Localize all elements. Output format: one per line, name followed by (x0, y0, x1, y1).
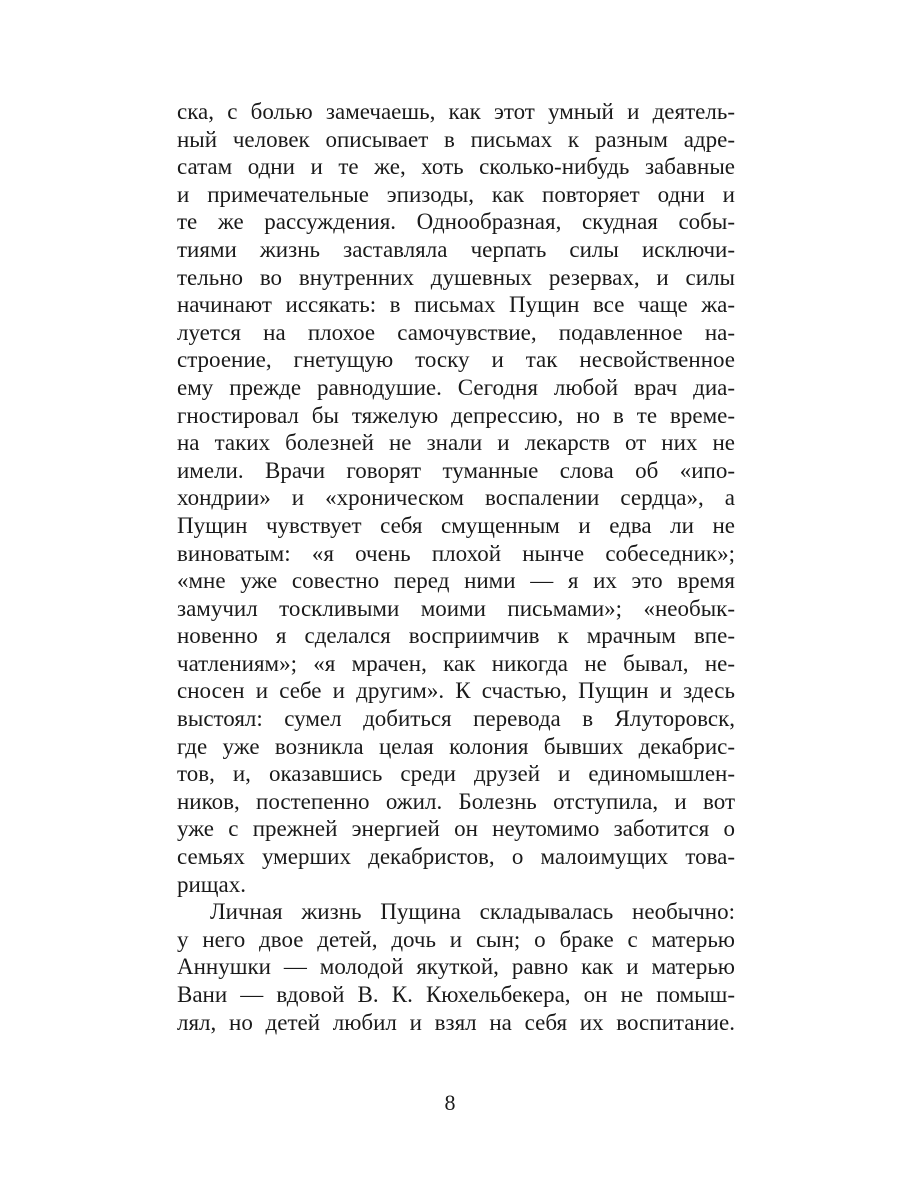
text-line: замучил тоскливыми моими письмами»; «необык- (177, 595, 735, 621)
text-line: у него двое детей, дочь и сын; о браке с матерью (177, 926, 735, 952)
text-line: хондрии» и «хроническом воспалении сердца», а (177, 485, 735, 511)
text-line: уже с прежней энергией он неутомимо заботится о (177, 816, 735, 842)
text-line: тельно во внутренних душевных резервах, и силы (177, 264, 735, 290)
text-line: где уже возникла целая колония бывших декабрис- (177, 733, 735, 759)
text-line: виноватым: «я очень плохой нынче собеседник»; (177, 540, 735, 566)
text-line: лял, но детей любил и взял на себя их воспитание. (177, 1009, 735, 1035)
text-line: ников, постепенно ожил. Болезнь отступила, и вот (177, 788, 735, 814)
text-line: ный человек описывает в письмах к разным адре- (177, 126, 735, 152)
page-number: 8 (444, 1090, 456, 1115)
paragraph-1 (177, 98, 735, 898)
text-line: ему прежде равнодушие. Сегодня любой врач диа- (177, 374, 735, 400)
text-line: тов, и, оказавшись среди друзей и единомышлен- (177, 761, 735, 787)
text-line: гностировал бы тяжелую депрессию, но в те време- (177, 402, 735, 428)
body-text (177, 98, 735, 1036)
text-line: «мне уже совестно перед ними — я их это время (177, 568, 735, 594)
text-line: чатлениям»; «я мрачен, как никогда не бывал, не- (177, 650, 735, 676)
text-line: Личная жизнь Пущина складывалась необычно: (210, 899, 735, 925)
paragraph-2 (177, 898, 735, 1036)
text-line: начинают иссякать: в письмах Пущин все чаще жа- (177, 292, 735, 318)
text-line: ска, с болью замечаешь, как этот умный и деятель- (177, 99, 735, 124)
text-line: рищах. (177, 871, 246, 897)
text-line: и примечательные эпизоды, как повторяет одни и (177, 181, 735, 207)
text-line: тиями жизнь заставляла черпать силы исключи- (177, 236, 735, 262)
text-line: луется на плохое самочувствие, подавленное на- (177, 319, 735, 345)
text-line: сатам одни и те же, хоть сколько-нибудь забавные (177, 154, 735, 180)
text-line: семьях умерших декабристов, о малоимущих това- (177, 844, 735, 870)
text-line: Аннушки — молодой якуткой, равно как и матерью (177, 954, 735, 980)
text-line: строение, гнетущую тоску и так несвойственное (177, 347, 735, 373)
text-line: Вани — вдовой В. К. Кюхельбекера, он не помыш- (177, 982, 735, 1007)
text-line: на таких болезней не знали и лекарств от них не (177, 430, 735, 456)
text-line: выстоял: сумел добиться перевода в Ялуторовск, (177, 706, 735, 732)
text-line: новенно я сделался восприимчив к мрачным впе- (177, 623, 735, 649)
text-line: Пущин чувствует себя смущенным и едва ли не (177, 512, 735, 538)
text-line: сносен и себе и другим». К счастью, Пущин и здесь (177, 678, 735, 704)
text-line: имели. Врачи говорят туманные слова об «ипо- (177, 457, 735, 483)
text-line: те же рассуждения. Однообразная, скудная собы- (177, 209, 735, 235)
